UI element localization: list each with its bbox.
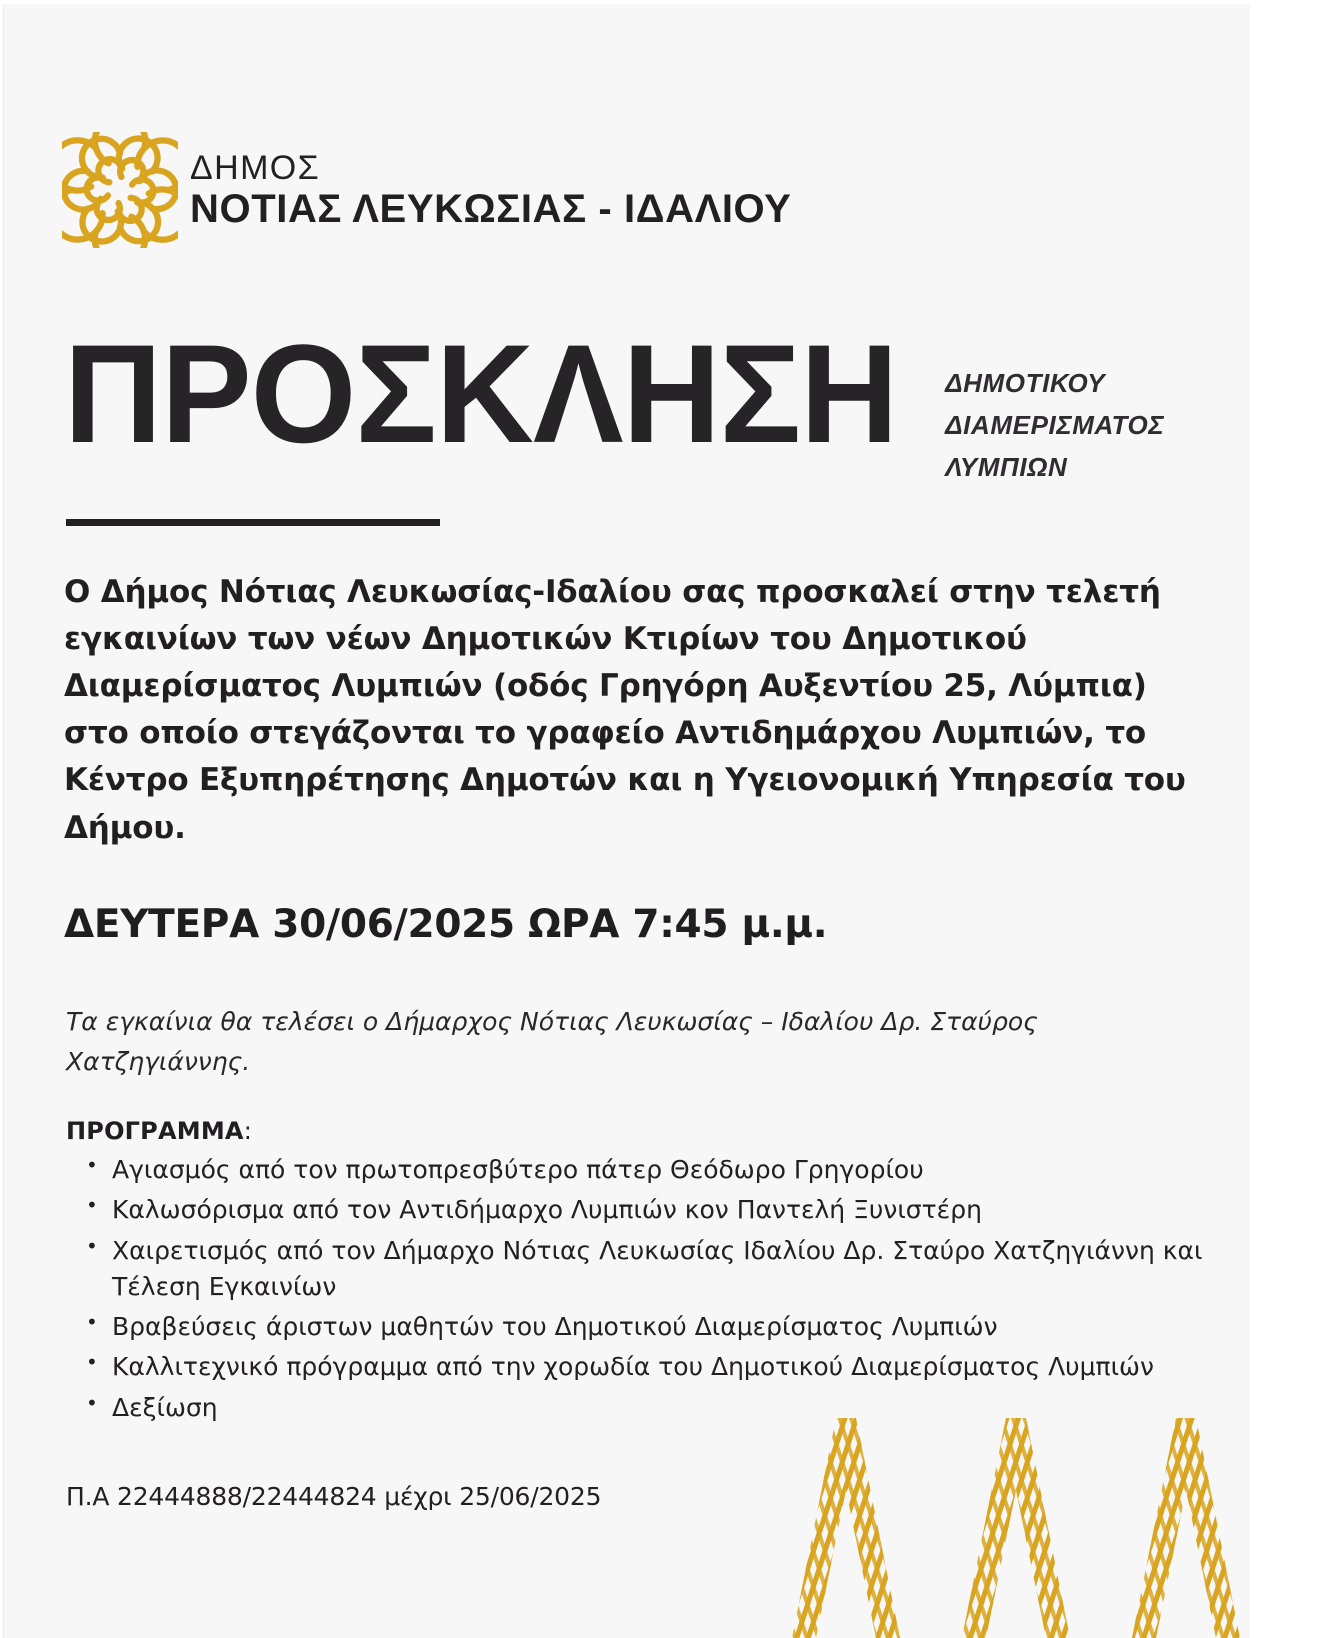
event-datetime: ΔΕΥΤΕΡΑ 30/06/2025 ΩΡΑ 7:45 μ.μ. xyxy=(64,902,828,947)
municipality-logo xyxy=(62,132,791,248)
list-item: • Καλλιτεχνικό πρόγραμμα από την χορωδία του Δημοτικού Διαμερίσματος Λυμπιών xyxy=(112,1349,1250,1385)
page-subtitle-line-1: ΔΗΜΟΤΙΚΟΥ xyxy=(945,368,1106,398)
list-item: • Βραβεύσεις άριστων μαθητών του Δημοτικού Διαμερίσματος Λυμπιών xyxy=(112,1309,1250,1345)
program-heading-text: ΠΡΟΓΡΑΜΜΑ xyxy=(66,1117,244,1145)
striped-lambda-decoration xyxy=(730,1408,1250,1638)
page-title-row xyxy=(64,315,1224,488)
page-title: ΠΡΟΣΚΛΗΣΗ xyxy=(64,315,898,472)
list-item: • Χαιρετισμός από τον Δήμαρχο Νότιας Λευκωσίας Ιδαλίου Δρ. Σταύρο Χατζηγιάννη και Τέλεση Εγκαινίων xyxy=(112,1233,1250,1306)
logo-line-2: ΝΟΤΙΑΣ ΛΕΥΚΩΣΙΑΣ - ΙΔΑΛΙΟΥ xyxy=(190,187,792,231)
page-subtitle xyxy=(945,362,1164,488)
list-item: • Καλωσόρισμα από τον Αντιδήμαρχο Λυμπιών κον Παντελή Ξυνιστέρη xyxy=(112,1192,1250,1228)
program-heading xyxy=(66,1117,252,1145)
footer-contact-info: Π.Α 22444888/22444824 μέχρι 25/06/2025 xyxy=(66,1482,602,1511)
title-divider xyxy=(66,519,440,526)
officiant-note: Τα εγκαίνια θα τελέσει ο Δήμαρχος Νότιας Λευκωσίας – Ιδαλίου Δρ. Σταύρος Χατζηγιάννης. xyxy=(66,1007,1038,1076)
page-subtitle-line-3: ΛΥΜΠΙΩΝ xyxy=(945,452,1068,483)
page-subtitle-line-2: ΔΙΑΜΕΡΙΣΜΑΤΟΣ xyxy=(945,410,1165,441)
program-list xyxy=(64,1152,1250,1430)
page-top-gutter xyxy=(0,0,1320,4)
poster-page xyxy=(4,4,1250,1638)
list-item: • Δεξίωση xyxy=(112,1390,1250,1426)
logo-wordmark xyxy=(190,151,791,229)
municipality-rosette-logo-icon xyxy=(62,132,178,248)
list-item: • Αγιασμός από τον πρωτοπρεσβύτερο πάτερ Θεόδωρο Γρηγορίου xyxy=(112,1152,1250,1188)
page-right-gutter xyxy=(1250,0,1320,1638)
lead-paragraph: Ο Δήμος Νότιας Λευκωσίας-Ιδαλίου σας προσκαλεί στην τελετή εγκαινίων των νέων Δημοτικών Κτιρίων του Δημοτικού Διαμερίσματος Λυμπιών (οδός Γρηγόρη Αυξεντίου 25, Λύμπια) στο οποίο στεγάζονται το γραφείο Αντιδημάρχου Λυμπιών, το Κέντρο Εξυπηρέτησης Δημοτών και η Υγειονομική Υπηρεσία του Δήμου. xyxy=(64,574,1186,846)
program-heading-colon: : xyxy=(243,1117,252,1145)
logo-line-1: ΔΗΜΟΣ xyxy=(190,149,321,187)
